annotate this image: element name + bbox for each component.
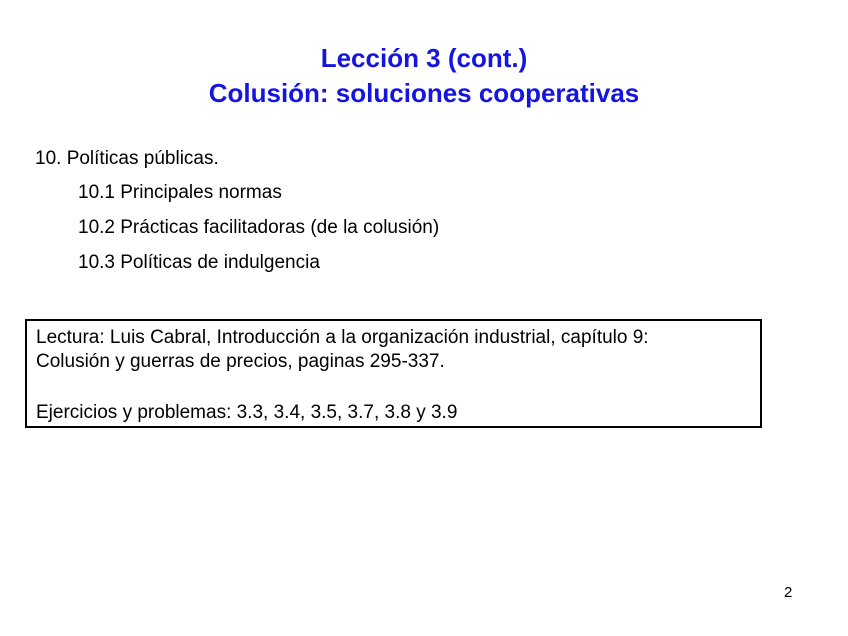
outline-subitem: 10.3 Políticas de indulgencia [78,252,320,273]
slide-title-line-1: Lección 3 (cont.) [320,43,528,73]
outline-heading: 10. Políticas públicas. [35,148,219,169]
exercises-line: Ejercicios y problemas: 3.3, 3.4, 3.5, 3.7, 3.8 y 3.9 [36,402,458,423]
page-number: 2 [784,584,793,601]
slide-title-line-2: Colusión: soluciones cooperativas [208,78,640,108]
outline-subitem: 10.1 Principales normas [78,182,282,203]
reading-box [25,319,762,428]
outline-subitem: 10.2 Prácticas facilitadoras (de la colusión) [78,217,440,238]
reading-line-1: Lectura: Luis Cabral, Introducción a la organización industrial, capítulo 9: [36,327,649,348]
reading-line-2: Colusión y guerras de precios, paginas 295-337. [36,351,445,372]
